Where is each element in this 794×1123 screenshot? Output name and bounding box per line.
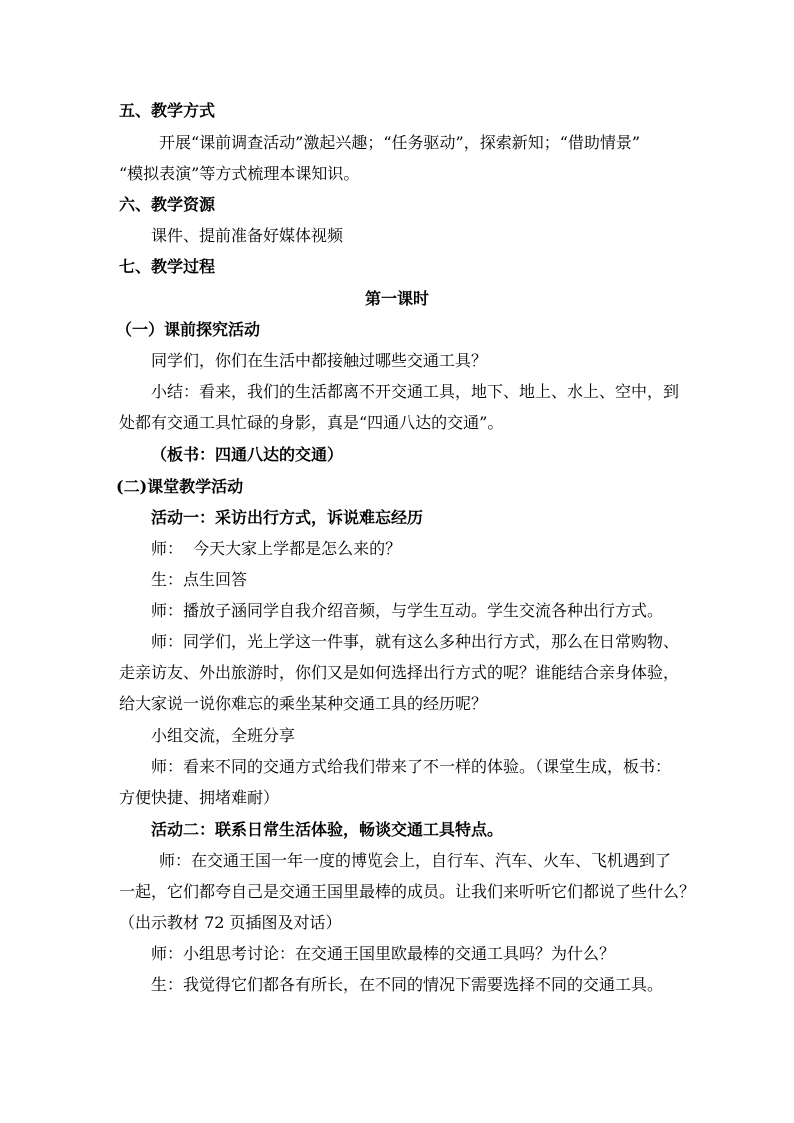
part-1-summary-line-2: 处都有交通工具忙碌的身影，真是“四通八达的交通”。: [119, 413, 504, 432]
activity-1-line-4c: 给大家说一说你难忘的乘坐某种交通工具的经历呢？: [119, 694, 488, 713]
activity-2-line-1c: （出示教材 72 页插图及对话）: [119, 913, 342, 932]
part-1-summary-line-1: 小结：看来，我们的生活都离不开交通工具，地下、地上、水上、空中，到: [151, 382, 680, 401]
activity-1-line-6a: 师：看来不同的交通方式给我们带来了不一样的体验。（课堂生成，板书：: [151, 757, 672, 776]
activity-2-line-3: 生：我觉得它们都各有所长，在不同的情况下需要选择不同的交通工具。: [151, 975, 664, 994]
section-6-heading: 六、教学资源: [119, 195, 216, 214]
activity-1-line-1: 师： 今天大家上学都是怎么来的？: [151, 539, 402, 558]
section-5-heading: 五、教学方式: [119, 101, 216, 120]
activity-2-title: 活动二：联系日常生活体验，畅谈交通工具特点。: [151, 820, 504, 839]
activity-1-line-4b: 走亲访友、外出旅游时，你们又是如何选择出行方式的呢？谁能结合亲身体验，: [119, 663, 680, 682]
section-5-paragraph-line-1: 开展“课前调查活动”激起兴趣；“任务驱动”，探索新知；“借助情景”: [159, 133, 641, 152]
section-6-paragraph: 课件、提前准备好媒体视频: [151, 226, 344, 245]
activity-1-line-4a: 师：同学们，光上学这一件事，就有这么多种出行方式，那么在日常购物、: [151, 632, 680, 651]
activity-2-line-2: 师：小组思考讨论：在交通王国里欧最棒的交通工具吗？为什么？: [151, 944, 616, 963]
activity-1-line-2: 生：点生回答: [151, 570, 248, 589]
part-2-heading: (二)课堂教学活动: [116, 477, 244, 496]
section-5-paragraph-line-2: “模拟表演”等方式梳理本课知识。: [119, 164, 360, 183]
activity-1-line-6b: 方便快捷、拥堵难耐）: [119, 788, 280, 807]
activity-1-title: 活动一：采访出行方式，诉说难忘经历: [151, 508, 424, 527]
lesson-title: 第一课时: [364, 289, 429, 308]
activity-2-line-1b: 一起，它们都夸自己是交通王国里最棒的成员。让我们来听听它们都说了些什么？: [119, 882, 696, 901]
part-1-board-note: （板书：四通八达的交通）: [151, 445, 344, 464]
activity-2-line-1a: 师：在交通王国一年一度的博览会上，自行车、汽车、火车、飞机遇到了: [159, 851, 672, 870]
section-7-heading: 七、教学过程: [119, 257, 216, 276]
activity-1-line-3: 师：播放子涵同学自我介绍音频，与学生互动。学生交流各种出行方式。: [151, 601, 664, 620]
part-1-question: 同学们，你们在生活中都接触过哪些交通工具？: [151, 351, 488, 370]
part-1-heading: （一）课前探究活动: [116, 320, 261, 339]
activity-1-line-5: 小组交流，全班分享: [151, 726, 296, 745]
